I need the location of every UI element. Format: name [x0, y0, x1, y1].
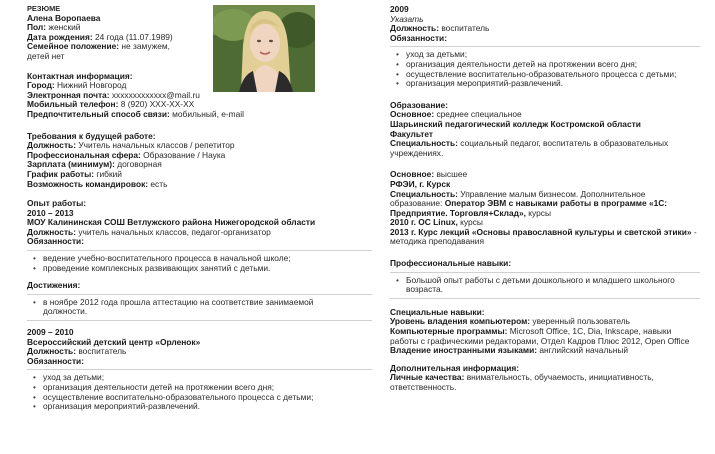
special-skills-title: Специальные навыки:	[390, 306, 485, 317]
family-value: не замужем,	[121, 41, 170, 52]
exp2-years: 2009 – 2010	[27, 327, 74, 338]
exp1-duties-label: Обязанности:	[27, 236, 84, 247]
exp2-position-value: воспитатель	[78, 346, 127, 357]
family-value-2: детей нет	[27, 50, 65, 61]
exp3-year: 2009	[390, 4, 409, 14]
right-column	[390, 0, 700, 393]
skills-list	[390, 276, 680, 295]
list-item: • организация деятельности детей на протяжении всего дня;	[390, 60, 700, 70]
person-name: Алена Воропаева	[27, 12, 101, 23]
divider	[27, 294, 372, 295]
exp1-position-label: Должность:	[27, 226, 76, 237]
list-item: • ведение учебно-воспитательного процесса в начальной школе;	[27, 254, 372, 264]
exp3-duties-label: Обязанности:	[390, 32, 447, 43]
gender-value: женский	[48, 22, 81, 33]
email-value: xxxxxxxxxxxxx@mail.ru	[111, 89, 200, 100]
list-item: • осуществление воспитательно-образовательного процесса с детьми;	[27, 393, 372, 403]
extra-edu-prefix: образование:	[390, 198, 443, 209]
family-label: Семейное положение:	[27, 41, 120, 52]
lectures-suffix: - методика преподавания	[390, 226, 697, 247]
exp1-years: 2010 – 2013	[27, 207, 74, 218]
sphere-label: Профессиональная сфера:	[27, 149, 141, 160]
faculty-label: Факультет	[390, 128, 434, 139]
additional-title: Дополнительная информация:	[390, 362, 520, 373]
salary-label: Зарплата (минимум):	[27, 159, 115, 170]
list-item: • уход за детьми;	[27, 373, 372, 383]
exp1-position-value: учитель начальных классов, педагог-организатор	[78, 226, 271, 237]
programs-value: Microsoft Office, 1С, Dia, Inkscape, навыки работы с графическими редакторами, Отдел Кадров Плюс 2012, Open Office	[390, 326, 690, 346]
main1-value: среднее специальное	[436, 109, 522, 120]
req-position-value: Учитель начальных классов / репетитор	[78, 140, 235, 151]
college-name: Шарьинский педагогический колледж Костромской области	[390, 118, 641, 129]
divider	[390, 298, 700, 299]
spec2-value: Управление малым бизнесом. Дополнительное	[460, 188, 646, 199]
spec1-value: социальный педагог, воспитатель в образовательных учреждениях.	[390, 138, 669, 158]
divider	[390, 272, 700, 273]
exp3-specify: Указать	[390, 13, 424, 24]
list-item: • Большой опыт работы с детьми дошкольного и младшего школьного возраста.	[390, 276, 680, 295]
phone-value: 8 (920) XXX-XX-XX	[120, 99, 195, 110]
schedule-value: гибкий	[96, 168, 122, 179]
list-item: • уход за детьми;	[390, 50, 700, 60]
achievements-list	[27, 298, 327, 317]
req-position-label: Должность:	[27, 140, 76, 151]
pref-value: мобильный, e-mail	[172, 108, 245, 119]
sphere-value: Образование / Наука	[143, 149, 226, 160]
pc-value: уверенный пользователь	[532, 316, 631, 327]
personal-value: внимательность, обучаемость, инициативность, ответственность.	[390, 372, 654, 392]
exp3-position-label: Должность:	[390, 23, 439, 34]
os-course-suffix: курсы	[460, 217, 483, 228]
divider	[27, 250, 372, 251]
requirements-title: Требования к будущей работе:	[27, 130, 156, 141]
personal-label: Личные качества:	[390, 372, 465, 383]
exp2-organization: Всероссийский детский центр «Орленок»	[27, 336, 201, 347]
programs-label: Компьютерные программы:	[390, 326, 508, 337]
exp3-duties-list	[390, 50, 700, 88]
list-item: • организация мероприятий-развлечений.	[390, 79, 700, 89]
divider	[27, 369, 372, 370]
trip-label: Возможность командировок:	[27, 178, 149, 189]
list-item: • проведение комплексных развивающих занятий с детьми.	[27, 264, 372, 274]
contact-title: Контактная информация:	[27, 70, 133, 81]
phone-label: Мобильный телефон:	[27, 99, 119, 110]
lectures-course: 2013 г. Курс лекций «Основы православной культуры и светской этики»	[390, 226, 692, 237]
exp1-duties-list	[27, 254, 372, 273]
experience-title: Опыт работы:	[27, 198, 87, 209]
birth-value: 24 года (11.07.1989)	[94, 31, 173, 42]
spec1-label: Специальность:	[390, 138, 458, 149]
left-column	[27, 0, 372, 412]
languages-label: Владение иностранными языками:	[390, 345, 538, 356]
languages-value: английский начальный	[539, 345, 629, 356]
birth-label: Дата рождения:	[27, 31, 93, 42]
pc-label: Уровень владения компьютером:	[390, 316, 531, 327]
main1-label: Основное:	[390, 109, 435, 120]
divider	[390, 46, 700, 47]
extra-edu-course: Оператор ЭВМ с навыками работы в программе «1С: Предприятие. Торговля+Склад»,	[390, 198, 668, 218]
exp2-duties-label: Обязанности:	[27, 355, 84, 366]
city-label: Город:	[27, 80, 55, 91]
university-name: РФЭИ, г. Курск	[390, 178, 451, 189]
pref-label: Предпочтительный способ связи:	[27, 108, 170, 119]
list-item: • осуществление воспитательно-образовательного процесса с детьми;	[390, 70, 700, 80]
email-label: Электронная почта:	[27, 89, 110, 100]
salary-value: договорная	[117, 159, 162, 170]
exp2-duties-list	[27, 373, 372, 411]
resume-heading: РЕЗЮМЕ	[27, 4, 61, 13]
main2-label: Основное:	[390, 169, 435, 180]
city-value: Нижний Новгород	[57, 80, 127, 91]
profile-photo	[213, 5, 315, 92]
exp3-position-value: воспитатель	[441, 23, 490, 34]
trip-value: есть	[150, 178, 168, 189]
extra-edu-suffix: курсы	[528, 207, 551, 218]
education-title: Образование:	[390, 99, 448, 110]
main2-value: высшее	[436, 169, 468, 180]
list-item: • организация мероприятий-развлечений.	[27, 402, 372, 412]
skills-title: Профессиональные навыки:	[390, 258, 512, 269]
list-item: • организация деятельности детей на протяжении всего дня;	[27, 383, 372, 393]
gender-label: Пол:	[27, 22, 47, 33]
spec2-label: Специальность:	[390, 188, 458, 199]
schedule-label: График работы:	[27, 168, 95, 179]
os-course: 2010 г. ОС Linux,	[390, 217, 458, 228]
achievements-title: Достижения:	[27, 280, 81, 291]
list-item: • в ноябре 2012 года прошла аттестацию на соответствие занимаемой должности.	[27, 298, 327, 317]
exp1-organization: МОУ Калининская СОШ Ветлужского района Нижегородской области	[27, 217, 316, 228]
divider	[27, 320, 372, 321]
exp2-position-label: Должность:	[27, 346, 76, 357]
